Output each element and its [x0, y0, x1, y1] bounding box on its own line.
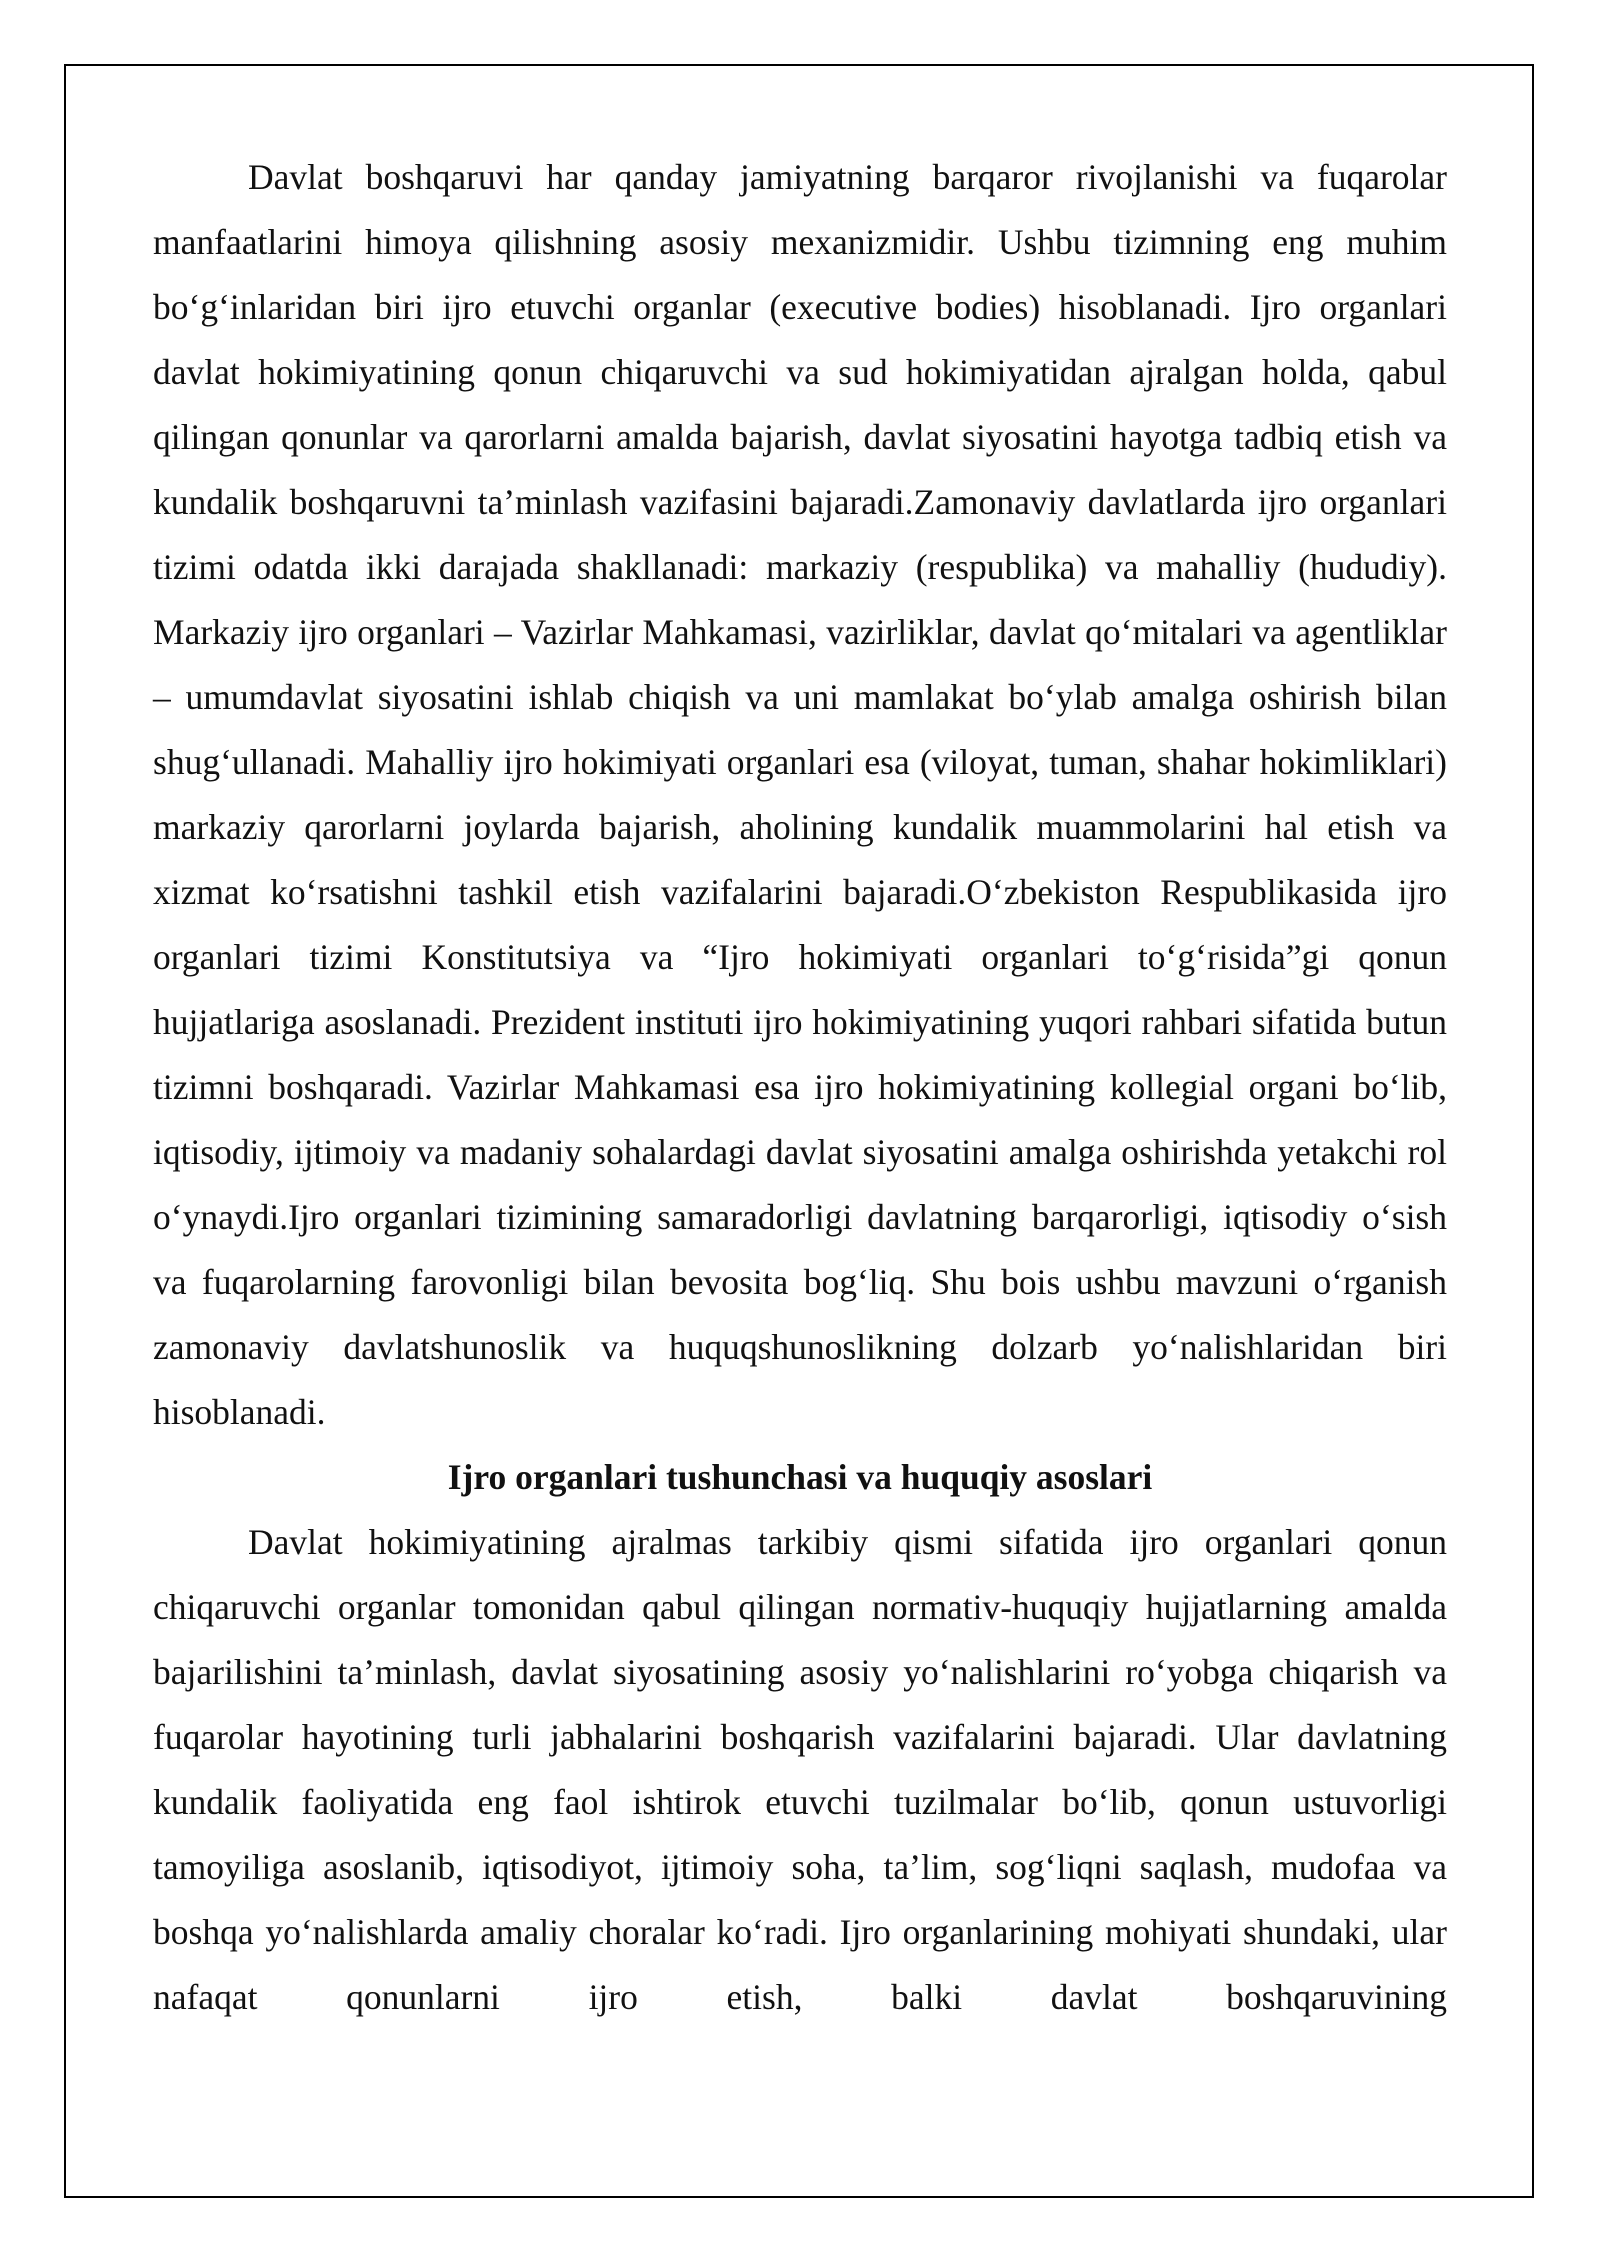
section-heading: Ijro organlari tushunchasi va huquqiy asoslari: [447, 1457, 1153, 1497]
document-body: [153, 145, 1447, 2030]
body-paragraph: Davlat boshqaruvi har qanday jamiyatning barqaror rivojlanishi va fuqarolar manfaatlarini himoya qilishning asosiy mexanizmidir. Ushbu tizimning eng muhim bo‘g‘inlaridan biri ijro etuvchi organlar (executive bodies) hisoblanadi. Ijro organlari davlat hokimiyatining qonun chiqaruvchi va sud hokimiyatidan ajralgan holda, qabul qilingan qonunlar va qarorlarni amalda bajarish, davlat siyosatini hayotga tadbiq etish va kundalik boshqaruvni ta’minlash vazifasini bajaradi.Zamonaviy davlatlarda ijro organlari tizimi odatda ikki darajada shakllanadi: markaziy (respublika) va mahalliy (hududiy). Markaziy ijro organlari – Vazirlar Mahkamasi, vazirliklar, davlat qo‘mitalari va agentliklar – umumdavlat siyosatini ishlab chiqish va uni mamlakat bo‘ylab amalga oshirish bilan shug‘ullanadi. Mahalliy ijro hokimiyati organlari esa (viloyat, tuman, shahar hokimliklari) markaziy qarorlarni joylarda bajarish, aholining kundalik muammolarini hal etish va xizmat ko‘rsatishni tashkil etish vazifalarini bajaradi.O‘zbekiston Respublikasida ijro organlari tizimi Konstitutsiya va “Ijro hokimiyati organlari to‘g‘risida”gi qonun hujjatlariga asoslanadi. Prezident instituti ijro hokimiyatining yuqori rahbari sifatida butun tizimni boshqaradi. Vazirlar Mahkamasi esa ijro hokimiyatining kollegial organi bo‘lib, iqtisodiy, ijtimoiy va madaniy sohalardagi davlat siyosatini amalga oshirishda yetakchi rol o‘ynaydi.Ijro organlari tizimining samaradorligi davlatning barqarorligi, iqtisodiy o‘sish va fuqarolarning farovonligi bilan bevosita bog‘liq. Shu bois ushbu mavzuni o‘rganish zamonaviy davlatshunoslik va huquqshunoslikning dolzarb yo‘nalishlaridan biri hisoblanadi.: [153, 157, 1447, 1432]
body-paragraph: Davlat hokimiyatining ajralmas tarkibiy qismi sifatida ijro organlari qonun chiqaruvchi organlar tomonidan qabul qilingan normativ-huquqiy hujjatlarning amalda bajarilishini ta’minlash, davlat siyosatining asosiy yo‘nalishlarini ro‘yobga chiqarish va fuqarolar hayotining turli jabhalarini boshqarish vazifalarini bajaradi. Ular davlatning kundalik faoliyatida eng faol ishtirok etuvchi tuzilmalar bo‘lib, qonun ustuvorligi tamoyiliga asoslanib, iqtisodiyot, ijtimoiy soha, ta’lim, sog‘liqni saqlash, mudofaa va boshqa yo‘nalishlarda amaliy choralar ko‘radi. Ijro organlarining mohiyati shundaki, ular nafaqat qonunlarni ijro etish, balki davlat boshqaruvining: [153, 1522, 1447, 2017]
